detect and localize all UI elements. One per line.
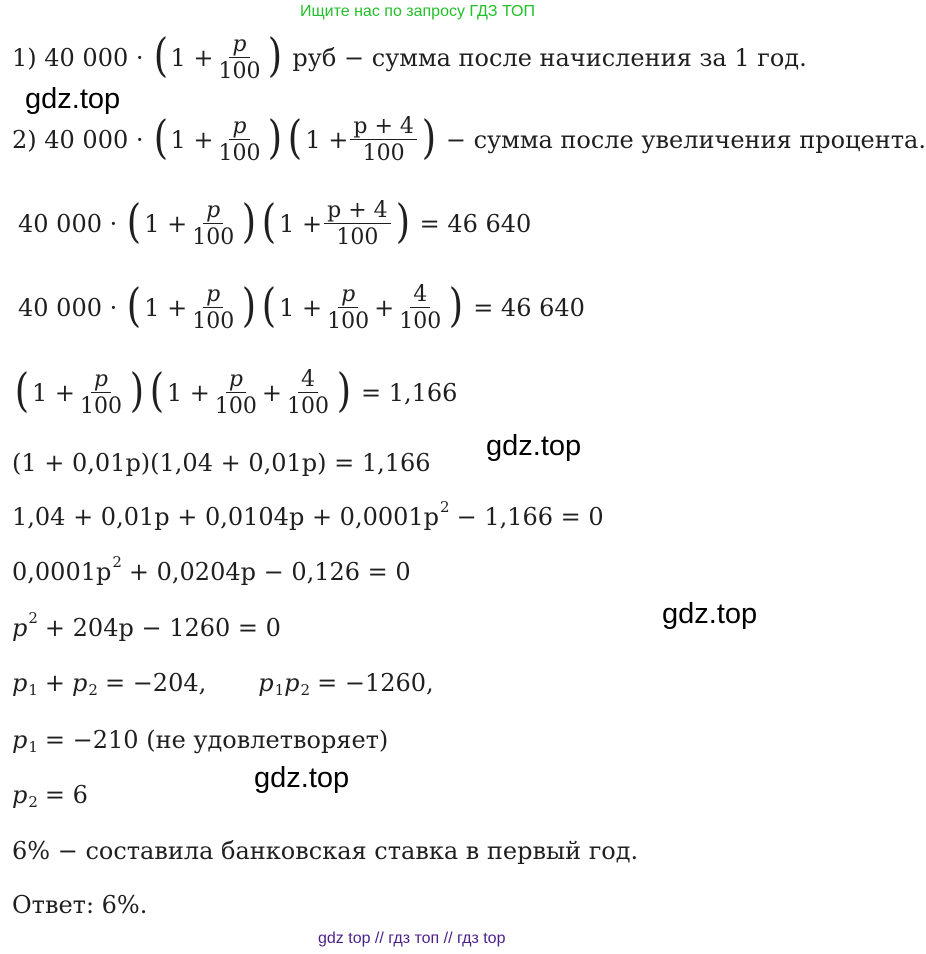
line-2-text: − сумма после увеличения процента. [445, 126, 926, 154]
vieta-line: p 1 + p 2 = −204, p 1 p 2 = −1260, [12, 669, 434, 699]
watermark: gdz.top [486, 430, 582, 462]
paren-close: ) [268, 28, 283, 82]
conclusion: 6% − составила банковская ставка в первый год. [12, 837, 639, 865]
equation-4: (1 + 0,01p)(1,04 + 0,01p) = 1,166 [12, 449, 431, 477]
line-2: 2) 40 000 · ( 1 + $\frac{p}{100}$ ) ( 1 + $\frac{p + 4}{100}$ ) − сумма после увеличения процента. [12, 110, 926, 166]
line-1-text: руб − сумма после начисления за 1 год. [292, 44, 807, 72]
paren-open: ( [153, 28, 168, 82]
fraction-p-100: $\frac{p}{100}$ [218, 31, 261, 84]
equation-2: 40 000 · ( 1 + $\frac{p}{100}$ ) ( 1 + $\frac{p}{100}$ + $\frac{4}{100}$ ) = 46 640 [18, 278, 585, 334]
footer-links[interactable]: gdz top // гдз топ // гдз top [318, 930, 506, 947]
watermark: gdz.top [662, 598, 758, 630]
equation-1: 40 000 · ( 1 + $\frac{p}{100}$ ) ( 1 + $\frac{p + 4}{100}$ ) = 46 640 [18, 194, 532, 250]
root-2: p 2 = 6 [12, 781, 88, 811]
watermark: gdz.top [25, 83, 121, 115]
line-1: 1) 40 000 · ( 1 + $\frac{p}{100}$ ) руб − сумма после начисления за 1 год. [12, 28, 807, 84]
search-hint-link[interactable]: Ищите нас по запросу ГДЗ ТОП [300, 3, 535, 20]
line-1-num: 1) 40 000 · [12, 44, 144, 72]
equation-6: 0,0001p 2 + 0,0204p − 0,126 = 0 [12, 552, 411, 586]
watermark: gdz.top [254, 762, 350, 794]
equation-3: ( 1 + $\frac{p}{100}$ ) ( 1 + $\frac{p}{100}$ + $\frac{4}{100}$ ) = 1,166 [14, 363, 458, 419]
equation-7: p 2 + 204p − 1260 = 0 [12, 608, 281, 642]
answer: Ответ: 6%. [12, 891, 148, 919]
equation-5: 1,04 + 0,01p + 0,0104p + 0,0001p 2 − 1,166 = 0 [12, 497, 604, 531]
root-1: p 1 = −210 (не удовлетворяет) [12, 726, 389, 756]
